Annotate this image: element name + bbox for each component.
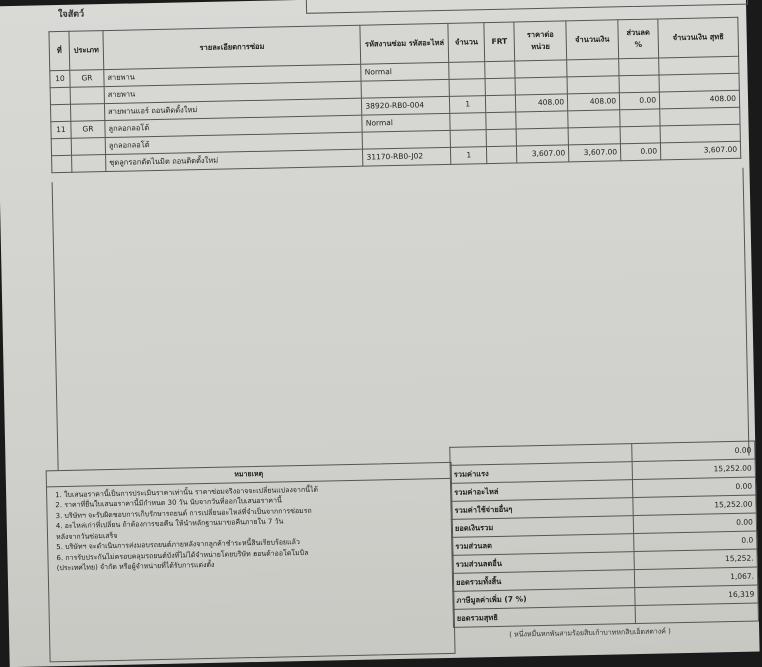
totals-value: 16,319 xyxy=(635,585,758,606)
column-header: จำนวนเงิน สุทธิ xyxy=(658,17,739,58)
remarks-title: หมายเหตุ xyxy=(47,463,451,487)
table-cell xyxy=(516,128,568,146)
table-cell xyxy=(515,60,567,78)
table-cell xyxy=(449,79,485,97)
table-cell: 0.00 xyxy=(619,92,659,110)
totals-label: ยอดรวมสุทธิ xyxy=(453,606,635,628)
table-cell: 3,607.00 xyxy=(660,141,740,160)
table-cell: ชุดลูกรอกตัดไนมิต ถอนติดตั้งใหม่ xyxy=(106,149,364,171)
totals-value xyxy=(635,603,758,624)
remark-item: 3. บริษัทฯ จะรับผิดชอบการเก็บรักษารถยนต์ การเปลี่ยนอะไหล่ที่จำเป็นจากการซ่อมรถ xyxy=(55,506,312,520)
totals-label: ภาษีมูลค่าเพิ่ม (7 %) xyxy=(453,588,635,610)
column-header: FRT xyxy=(484,22,515,62)
table-cell: 408.00 xyxy=(516,94,568,112)
table-cell: สายพาน xyxy=(104,81,362,103)
remark-item: (ประเทศไทย) จำกัด หรือผู้จำหน่ายที่ได้รับการแต่งตั้ง xyxy=(56,560,215,573)
table-cell xyxy=(485,61,515,79)
table-cell: GR xyxy=(71,121,105,139)
table-cell xyxy=(659,56,739,75)
table-cell xyxy=(485,78,515,96)
table-cell xyxy=(486,112,516,130)
table-cell xyxy=(660,107,740,126)
column-header: จำนวน xyxy=(448,23,485,63)
table-cell xyxy=(450,130,486,148)
table-cell: GR xyxy=(70,70,104,88)
table-cell: Normal xyxy=(361,62,449,81)
header-label: ใจสัตว์ xyxy=(58,9,85,21)
table-cell xyxy=(659,73,739,92)
table-cell xyxy=(567,59,619,77)
table-cell xyxy=(70,87,104,105)
table-cell xyxy=(660,124,740,143)
table-cell xyxy=(516,111,568,129)
table-cell xyxy=(620,109,660,127)
column-header: ที่ xyxy=(49,31,70,70)
totals-label: รวมส่วนลด xyxy=(452,534,634,556)
remark-item: 2. ราคาที่ยื่นใบเสนอราคานี้มีกำหนด 30 วัน นับจากวันที่ออกใบเสนอราคานี้ xyxy=(55,496,282,510)
totals-value: 0.0 xyxy=(634,531,757,552)
table-cell: ลูกลอกลอโต้ xyxy=(105,132,363,154)
table-cell: 1 xyxy=(451,147,487,165)
table-cell xyxy=(567,76,619,94)
table-cell xyxy=(362,130,450,149)
totals-value: 15,252.00 xyxy=(632,459,755,480)
table-cell: Normal xyxy=(362,113,450,132)
table-cell xyxy=(70,104,104,122)
table-cell: 408.00 xyxy=(567,93,619,111)
totals-label: รวมค่าใช้จ่ายอื่นๆ xyxy=(451,498,633,520)
totals-label: รวมส่วนลดอื่น xyxy=(452,552,634,574)
remark-item: หลังจากวันซ่อมเสร็จ xyxy=(55,531,118,541)
table-cell: 11 xyxy=(51,121,71,138)
table-cell: 10 xyxy=(50,70,70,87)
table-cell xyxy=(50,87,70,104)
column-header: จำนวนเงิน xyxy=(566,20,619,60)
table-cell: ลูกลอกลอโต้ xyxy=(105,115,363,137)
table-cell xyxy=(487,146,517,164)
table-cell: 0.00 xyxy=(620,143,660,161)
table-cell: 31170-RB0-J02 xyxy=(363,147,451,166)
remarks-box xyxy=(46,462,456,662)
column-header: ส่วนลด % xyxy=(618,19,659,59)
table-cell xyxy=(450,113,486,131)
totals-label: รวมค่าอะไหล่ xyxy=(451,480,633,502)
table-cell: สายพานแอร์ ถอนติดตั้งใหม่ xyxy=(104,98,362,120)
table-cell xyxy=(515,77,567,95)
totals-value: 0.00 xyxy=(632,477,755,498)
amount-in-words: ( หนึ่งหมื่นหกพันสามร้อยสิบเก้าบาทหกสิบเอ็ดสตางค์ ) xyxy=(509,627,671,639)
totals-value: 15,252.00 xyxy=(633,495,756,516)
table-cell: 408.00 xyxy=(659,90,739,109)
table-cell xyxy=(486,95,516,113)
table-cell xyxy=(619,58,659,76)
column-header: รายละเอียดการซ่อม xyxy=(103,25,361,69)
table-cell xyxy=(52,155,72,172)
totals-label: ยอดรวมทั้งสิ้น xyxy=(452,570,634,592)
totals-label: รวมค่าแรง xyxy=(450,462,632,484)
column-header: รหัสงานซ่อม รหัสอะไหล่ xyxy=(360,23,449,64)
table-cell xyxy=(71,138,105,156)
column-header: ประเภท xyxy=(69,31,104,71)
table-cell xyxy=(568,110,620,128)
remark-item: 6. การรับประกันไม่ครอบคลุมรถยนต์บังที่ไม่ได้จำหน่ายโดยบริษัท ฮอนด้าออโตโมบิล xyxy=(56,548,309,562)
items-table xyxy=(48,17,741,173)
totals-value: 15,252. xyxy=(634,549,757,570)
table-blank-area xyxy=(52,168,750,470)
remarks-list xyxy=(47,481,453,573)
table-cell: 38920-RB0-004 xyxy=(362,96,450,115)
table-cell xyxy=(361,79,449,98)
totals-value: 1,067. xyxy=(634,567,757,588)
column-header: ราคาต่อ หน่วย xyxy=(514,21,567,61)
remark-item: 4. อะไหล่เก่าที่เปลี่ยน ถ้าต้องการขอคืน ให้นำหลักฐานมาขอคืนภายใน 7 วัน xyxy=(55,517,284,531)
table-cell xyxy=(619,75,659,93)
totals-label: ยอดเงินรวม xyxy=(451,516,633,538)
table-cell xyxy=(72,155,106,173)
table-cell xyxy=(51,138,71,155)
table-cell: 3,607.00 xyxy=(569,144,621,162)
header-box xyxy=(306,0,748,14)
totals-value: 0.00 xyxy=(633,513,756,534)
table-cell xyxy=(449,62,485,80)
totals-table xyxy=(449,441,759,628)
totals-value: 0.00 xyxy=(632,441,755,462)
table-cell xyxy=(486,129,516,147)
table-cell xyxy=(568,127,620,145)
table-cell: สายพาน xyxy=(104,64,362,86)
table-cell: 1 xyxy=(450,96,486,114)
table-cell: 3,607.00 xyxy=(517,145,569,163)
table-cell xyxy=(620,126,660,144)
remark-item: 5. บริษัทฯ จะดำเนินการส่งมอบรถยนต์ภายหลังจากลูกค้าชำระหนี้สินเรียบร้อยแล้ว xyxy=(56,538,300,552)
table-cell xyxy=(50,104,70,121)
remark-item: 1. ใบเสนอราคานี้เป็นการประเมินราคาเท่านั้น ราคาซ่อมจริงอาจจะเปลี่ยนแปลงจากนี้ได้ xyxy=(55,485,319,499)
